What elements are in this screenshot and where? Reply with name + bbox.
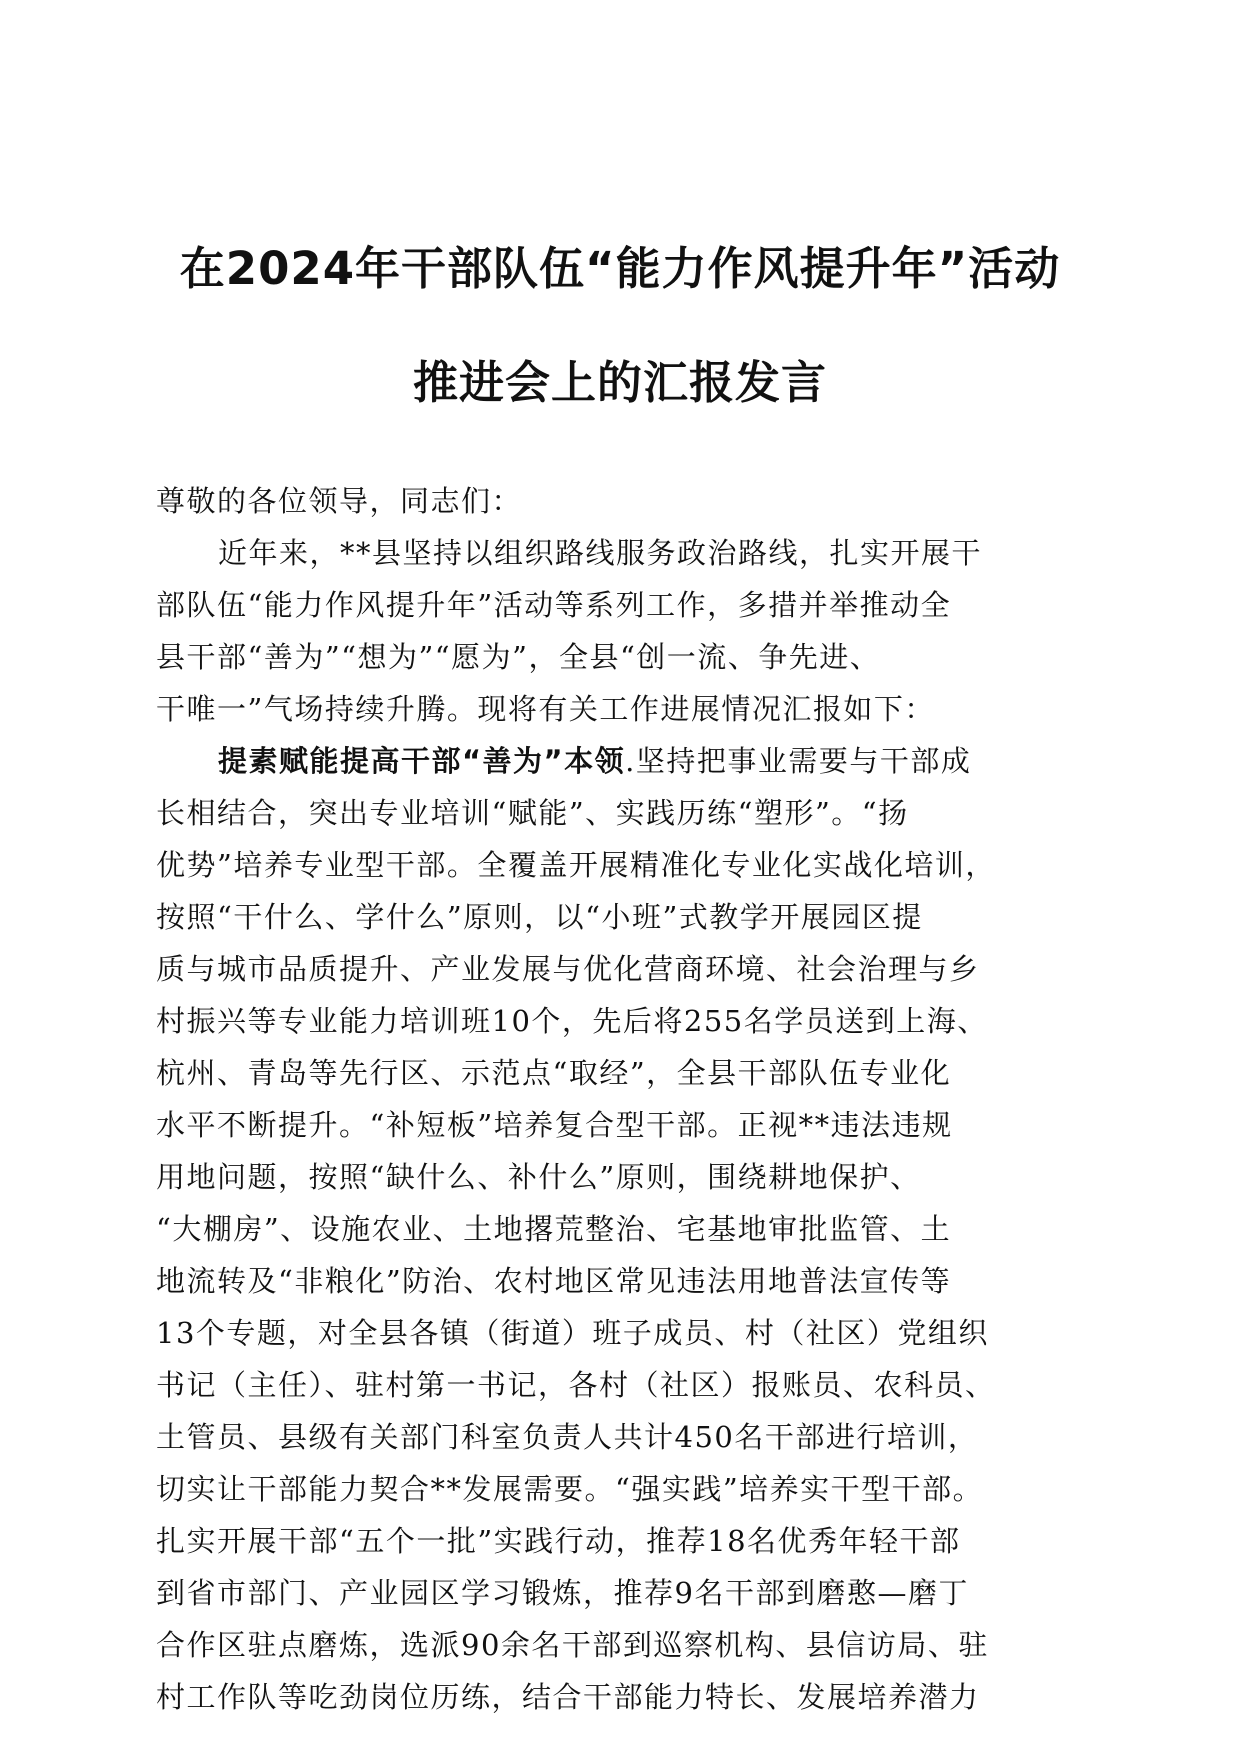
- paragraph-line: 扎实开展干部“五个一批”实践行动，推荐18名优秀年轻干部: [156, 1524, 961, 1558]
- document-title-line-2: 推进会上的汇报发言: [412, 356, 827, 409]
- paragraph-line: “大棚房”、设施农业、土地撂荒整治、宅基地审批监管、土: [156, 1212, 952, 1246]
- document-body: [156, 475, 1086, 1723]
- paragraph-line: 书记（主任）、驻村第一书记，各村（社区）报账员、农科员、: [156, 1368, 996, 1402]
- paragraph-line: 按照“干什么、学什么”原则，以“小班”式教学开展园区提: [156, 900, 923, 934]
- paragraph-line: 村工作队等吃劲岗位历练，结合干部能力特长、发展培养潜力: [156, 1680, 980, 1714]
- paragraph-line: 村振兴等专业能力培训班10个，先后将255名学员送到上海、: [156, 1004, 988, 1038]
- paragraph-line: 到省市部门、产业园区学习锻炼，推荐9名干部到磨憨—磨丁: [156, 1576, 969, 1610]
- paragraph-line: 土管员、县级有关部门科室负责人共计450名干部进行培训，: [156, 1420, 979, 1454]
- paragraph-line: 质与城市品质提升、产业发展与优化营商环境、社会治理与乡: [156, 952, 980, 986]
- paragraph-line: 优势”培养专业型干部。全覆盖开展精准化专业化实战化培训，: [156, 848, 996, 882]
- paragraph-line: 地流转及“非粮化”防治、农村地区常见违法用地普法宣传等: [156, 1264, 952, 1298]
- paragraph-first-line: [156, 735, 1086, 787]
- paragraph-line: 部队伍“能力作风提升年”活动等系列工作，多措并举推动全: [156, 588, 952, 622]
- paragraph-text: .坚持把事业需要与干部成: [625, 744, 972, 778]
- paragraph-line: 合作区驻点磨炼，选派90余名干部到巡察机构、县信访局、驻: [156, 1628, 989, 1662]
- paragraph-line: 13个专题，对全县各镇（街道）班子成员、村（社区）党组织: [156, 1316, 989, 1350]
- paragraph-line: 长相结合，突出专业培训“赋能”、实践历练“塑形”。“扬: [156, 796, 909, 830]
- paragraph-line: 县干部“善为”“想为”“愿为”，全县“创一流、争先进、: [156, 640, 881, 674]
- paragraph-line: 杭州、青岛等先行区、示范点“取经”，全县干部队伍专业化: [156, 1056, 952, 1090]
- salutation: 尊敬的各位领导，同志们：: [156, 484, 523, 518]
- paragraph-line: 水平不断提升。“补短板”培养复合型干部。正视**违法违规: [156, 1108, 953, 1142]
- paragraph-line: 用地问题，按照“缺什么、补什么”原则，围绕耕地保护、: [156, 1160, 921, 1194]
- section-heading: 提素赋能提高干部“善为”本领: [218, 744, 626, 778]
- paragraph-line: 切实让干部能力契合**发展需要。“强实践”培养实干型干部。: [156, 1472, 984, 1506]
- paragraph-line: 近年来，**县坚持以组织路线服务政治路线，扎实开展干: [218, 536, 983, 570]
- paragraph-line: 干唯一”气场持续升腾。现将有关工作进展情况汇报如下：: [156, 692, 935, 726]
- document-title-line-1: 在2024年干部队伍“能力作风提升年”活动: [179, 242, 1061, 295]
